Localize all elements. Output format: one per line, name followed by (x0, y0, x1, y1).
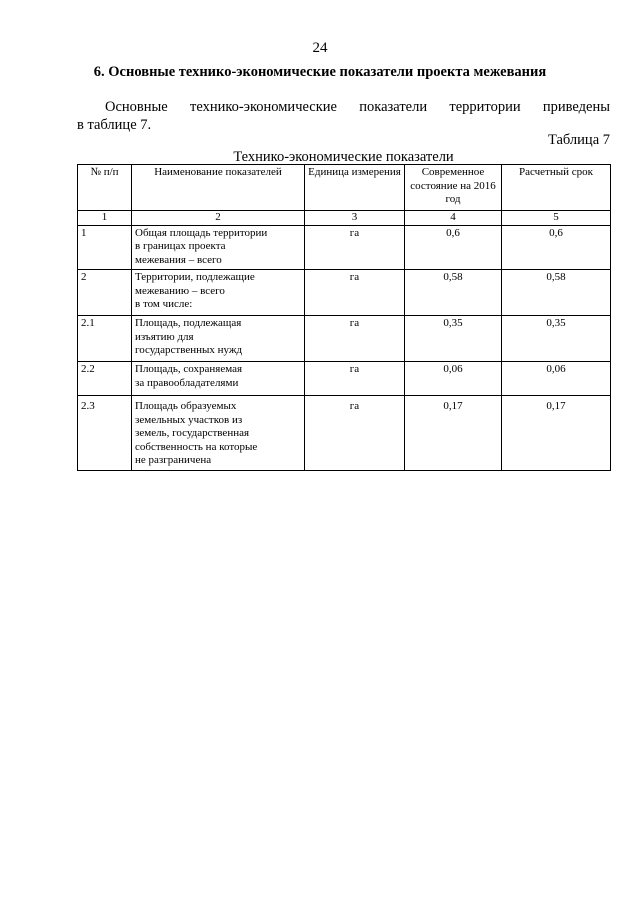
row-name (132, 316, 305, 362)
table-row (78, 362, 611, 396)
row-target: 0,17 (502, 396, 611, 471)
row-number: 2.2 (78, 362, 132, 396)
row-unit: га (305, 316, 405, 362)
header-target: Расчетный срок (502, 165, 611, 211)
column-index-row (78, 211, 611, 226)
row-name-line: земель, государственная (135, 427, 250, 439)
table-row (78, 225, 611, 270)
paragraph-word: технико-экономические (190, 99, 337, 115)
row-target: 0,6 (502, 225, 611, 270)
row-name-line: за правообладателями (135, 376, 239, 389)
paragraph-line-1 (77, 98, 610, 116)
header-current: Современное состояние на 2016 год (405, 165, 502, 211)
row-name-line: Площадь образуемых (135, 400, 237, 412)
row-target: 0,06 (502, 362, 611, 396)
row-unit: га (305, 270, 405, 316)
paragraph-word: Основные (105, 99, 168, 115)
table-row (78, 396, 611, 471)
column-index: 2 (132, 211, 305, 226)
row-name-line: Территории, подлежащие (135, 271, 255, 283)
row-name (132, 270, 305, 316)
row-number: 2.3 (78, 396, 132, 471)
row-name-line: межеванию – всего (135, 284, 225, 297)
column-index: 4 (405, 211, 502, 226)
intro-paragraph (77, 98, 610, 134)
row-name (132, 362, 305, 396)
paragraph-word: показатели (359, 99, 428, 115)
header-name: Наименование показателей (132, 165, 305, 211)
paragraph-word: территории (449, 99, 521, 115)
table-row (78, 316, 611, 362)
row-name-line: собственность на которые (135, 440, 258, 453)
row-unit: га (305, 362, 405, 396)
row-name-line: не разграничена (135, 454, 212, 466)
row-number: 2.1 (78, 316, 132, 362)
row-number: 2 (78, 270, 132, 316)
row-name (132, 396, 305, 471)
row-current: 0,06 (405, 362, 502, 396)
row-current: 0,35 (405, 316, 502, 362)
header-number: № п/п (78, 165, 132, 211)
row-unit: га (305, 225, 405, 270)
row-name-line: в том числе: (135, 298, 193, 310)
paragraph-line-2: в таблице 7. (77, 117, 152, 133)
row-current: 0,58 (405, 270, 502, 316)
row-number: 1 (78, 225, 132, 270)
row-name-line: земельных участков из (135, 413, 243, 426)
table-row (78, 270, 611, 316)
row-name-line: межевания – всего (135, 253, 222, 266)
table-caption: Технико-экономические показатели (233, 149, 454, 165)
section-heading: 6. Основные технико-экономические показатели проекта межевания (93, 64, 547, 80)
row-target: 0,35 (502, 316, 611, 362)
column-index: 5 (502, 211, 611, 226)
header-unit: Единица измерения (305, 165, 405, 211)
page-number: 24 (312, 40, 328, 56)
row-unit: га (305, 396, 405, 471)
table-header-row (78, 165, 611, 211)
row-current: 0,17 (405, 396, 502, 471)
column-index: 1 (78, 211, 132, 226)
row-name-line: в границах проекта (135, 240, 226, 252)
row-name-line: государственных нужд (135, 344, 243, 356)
row-current: 0,6 (405, 225, 502, 270)
row-name-line: Площадь, сохраняемая (135, 363, 243, 375)
row-name-line: Общая площадь территории (135, 226, 268, 239)
indicators-table (77, 164, 611, 471)
paragraph-word: приведены (542, 99, 610, 115)
row-target: 0,58 (502, 270, 611, 316)
row-name-line: изъятию для (135, 330, 194, 343)
table-label: Таблица 7 (547, 132, 610, 148)
row-name-line: Площадь, подлежащая (135, 317, 242, 329)
row-name (132, 225, 305, 270)
column-index: 3 (305, 211, 405, 226)
